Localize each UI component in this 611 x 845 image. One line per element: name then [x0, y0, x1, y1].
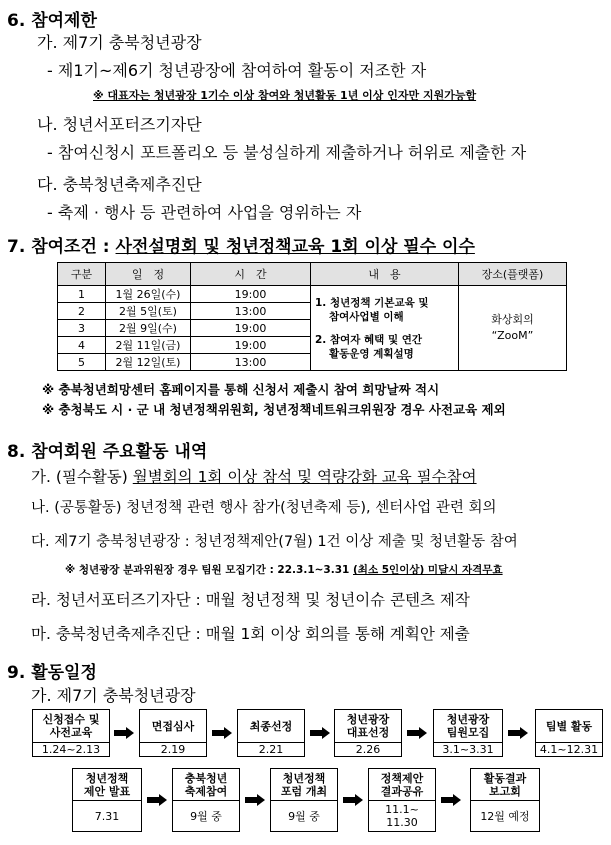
flow-date: 11.1~	[385, 803, 419, 816]
sec8-title: 8. 참여회원 주요활동 내역	[7, 442, 208, 462]
row-time: 13:00	[191, 303, 311, 320]
flow-box-proposal	[72, 768, 142, 832]
place-a: 화상회의	[491, 313, 534, 326]
flow-date: 9월 중	[190, 809, 222, 823]
arrow-right-icon	[212, 727, 232, 739]
arrow-right-icon	[147, 794, 167, 806]
sec8-d: 라. 청년서포터즈기자단 : 매월 청년정책 및 청년이슈 콘텐츠 제작	[31, 591, 470, 609]
content1-b: 참여사업별 이해	[329, 310, 404, 323]
flow-label: 사전교육	[49, 726, 93, 739]
sec6-b-item: - 참여신청시 포트폴리오 등 불성실하게 제출하거나 허위로 제출한 자	[47, 143, 527, 162]
row-time: 19:00	[191, 320, 311, 337]
arrow-right-icon	[245, 794, 265, 806]
sec8-a	[31, 465, 477, 487]
row-no: 1	[58, 286, 106, 303]
flow-box-team	[433, 709, 503, 757]
flow-label: 보고회	[489, 784, 521, 798]
sec6-b: 나. 청년서포터즈기자단	[37, 115, 202, 134]
sec8-c-note-prefix: ※ 청년광장 분과위원장 경우 팀원 모집기간 : 22.3.1~3.31	[65, 564, 353, 576]
row-time: 19:00	[191, 286, 311, 303]
sec7-title	[7, 232, 475, 257]
header-time: 시 간	[191, 263, 311, 286]
flow-label: 신청접수 및	[42, 713, 100, 726]
content2-b: 활동운영 계획설명	[329, 347, 414, 360]
row-time: 19:00	[191, 337, 311, 354]
sec7-title-main: 사전설명회 및 청년정책교육 1회 이상 필수 이수	[115, 237, 475, 257]
arrow-right-icon	[343, 794, 363, 806]
row-date: 2월 12일(토)	[106, 354, 191, 371]
flow-label: 활동결과	[483, 771, 527, 785]
row-no: 2	[58, 303, 106, 320]
flow-label: 포럼 개최	[280, 784, 328, 798]
row-no: 5	[58, 354, 106, 371]
content-cell	[311, 286, 459, 371]
row-date: 2월 9일(수)	[106, 320, 191, 337]
row-no: 4	[58, 337, 106, 354]
flow-box-final	[237, 709, 305, 757]
flow-label: 축제참여	[184, 784, 228, 798]
sec8-a-prefix: 가. (필수활동)	[31, 468, 133, 486]
sec7-note2: ※ 충청북도 시 · 군 내 청년정책위원회, 청년정책네트워크위원장 경우 사전교육 제외	[42, 402, 506, 417]
flow-label: 청년광장	[446, 713, 490, 726]
flow-label: 결과공유	[380, 784, 424, 798]
flow-label: 청년광장	[346, 713, 390, 726]
flow-date: 2.26	[355, 743, 381, 756]
sec8-b: 나. (공통활동) 청년정책 관련 행사 참가(청년축제 등), 센터사업 관련 회의	[31, 500, 497, 516]
sec8-c-note	[65, 562, 503, 577]
sec8-c-note-main: (최소 5인이상) 미달시 자격무효	[353, 564, 503, 576]
schedule-table	[57, 262, 567, 371]
flow-box-leader	[334, 709, 402, 757]
sec6-a: 가. 제7기 충북청년광장	[37, 33, 202, 52]
flow-box-festival	[172, 768, 240, 832]
content2-a: 2. 참여자 혜택 및 연간	[315, 333, 423, 346]
content1-a: 1. 청년정책 기본교육 및	[315, 296, 429, 309]
flow-box-share	[368, 768, 436, 832]
flow-date: 11.30	[386, 816, 418, 829]
sec6-a-item: - 제1기~제6기 청년광장에 참여하여 활동이 저조한 자	[47, 61, 427, 80]
flow-label: 충북청년	[184, 771, 228, 785]
sec9-title: 9. 활동일정	[7, 663, 97, 683]
flow-date: 4.1~12.31	[539, 743, 599, 756]
sec6-title: 6. 참여제한	[7, 11, 97, 31]
flow-label: 정책제안	[380, 771, 424, 785]
header-content: 내 용	[311, 263, 459, 286]
place-cell	[459, 286, 567, 371]
flow-date: 7.31	[94, 809, 120, 823]
flow-label: 최종선정	[249, 719, 293, 733]
flow-label: 청년정책	[282, 771, 326, 785]
flow-date: 1.24~2.13	[41, 743, 101, 756]
header-date: 일 정	[106, 263, 191, 286]
row-date: 2월 5일(토)	[106, 303, 191, 320]
flow-label: 팀별 활동	[545, 719, 593, 733]
flow-date: 2.19	[160, 743, 186, 756]
table-header-row	[58, 263, 567, 286]
flow-label: 대표선정	[346, 726, 390, 739]
sec7-title-prefix: 7. 참여조건 :	[7, 237, 116, 257]
arrow-right-icon	[114, 727, 134, 739]
header-place: 장소(플랫폼)	[459, 263, 567, 286]
flow-date: 12월 예정	[480, 809, 530, 823]
row-date: 2월 11일(금)	[106, 337, 191, 354]
header-no: 구분	[58, 263, 106, 286]
arrow-right-icon	[508, 727, 528, 739]
arrow-right-icon	[441, 794, 461, 806]
row-date: 1월 26일(수)	[106, 286, 191, 303]
sec9-a: 가. 제7기 충북청년광장	[31, 686, 196, 705]
sec6-c: 다. 충북청년축제추진단	[37, 175, 202, 194]
place-b: “ZooM”	[491, 329, 534, 342]
flow-label: 제안 발표	[83, 784, 131, 798]
flow-label: 팀원모집	[446, 726, 490, 739]
row-time: 13:00	[191, 354, 311, 371]
flow-box-apply	[32, 709, 110, 757]
sec8-e: 마. 충북청년축제추진단 : 매월 1회 이상 회의를 통해 계획안 제출	[31, 625, 470, 643]
flow-date: 9월 중	[288, 809, 320, 823]
flow-box-report	[470, 768, 540, 832]
sec6-c-item: - 축제 · 행사 등 관련하여 사업을 영위하는 자	[47, 203, 362, 222]
arrow-right-icon	[407, 727, 427, 739]
flow-box-forum	[270, 768, 338, 832]
sec8-c: 다. 제7기 충북청년광장 : 청년정책제안(7월) 1건 이상 제출 및 청년활동 참여	[31, 534, 518, 550]
sec7-note1: ※ 충북청년희망센터 홈페이지를 통해 신청서 제출시 참여 희망날짜 적시	[42, 382, 440, 397]
arrow-right-icon	[310, 727, 330, 739]
table-row	[58, 286, 567, 303]
flow-box-interview	[139, 709, 207, 757]
flow-date: 2.21	[258, 743, 284, 756]
sec6-a-note: ※ 대표자는 청년광장 1기수 이상 참여와 청년활동 1년 이상 인자만 지원가능함	[93, 89, 477, 102]
sec8-a-main: 월별회의 1회 이상 참석 및 역량강화 교육 필수참여	[132, 468, 477, 486]
row-no: 3	[58, 320, 106, 337]
flow-label: 면접심사	[151, 719, 195, 733]
flow-label: 청년정책	[85, 771, 129, 785]
flow-date: 3.1~3.31	[442, 743, 494, 756]
flow-box-activity	[535, 709, 603, 757]
